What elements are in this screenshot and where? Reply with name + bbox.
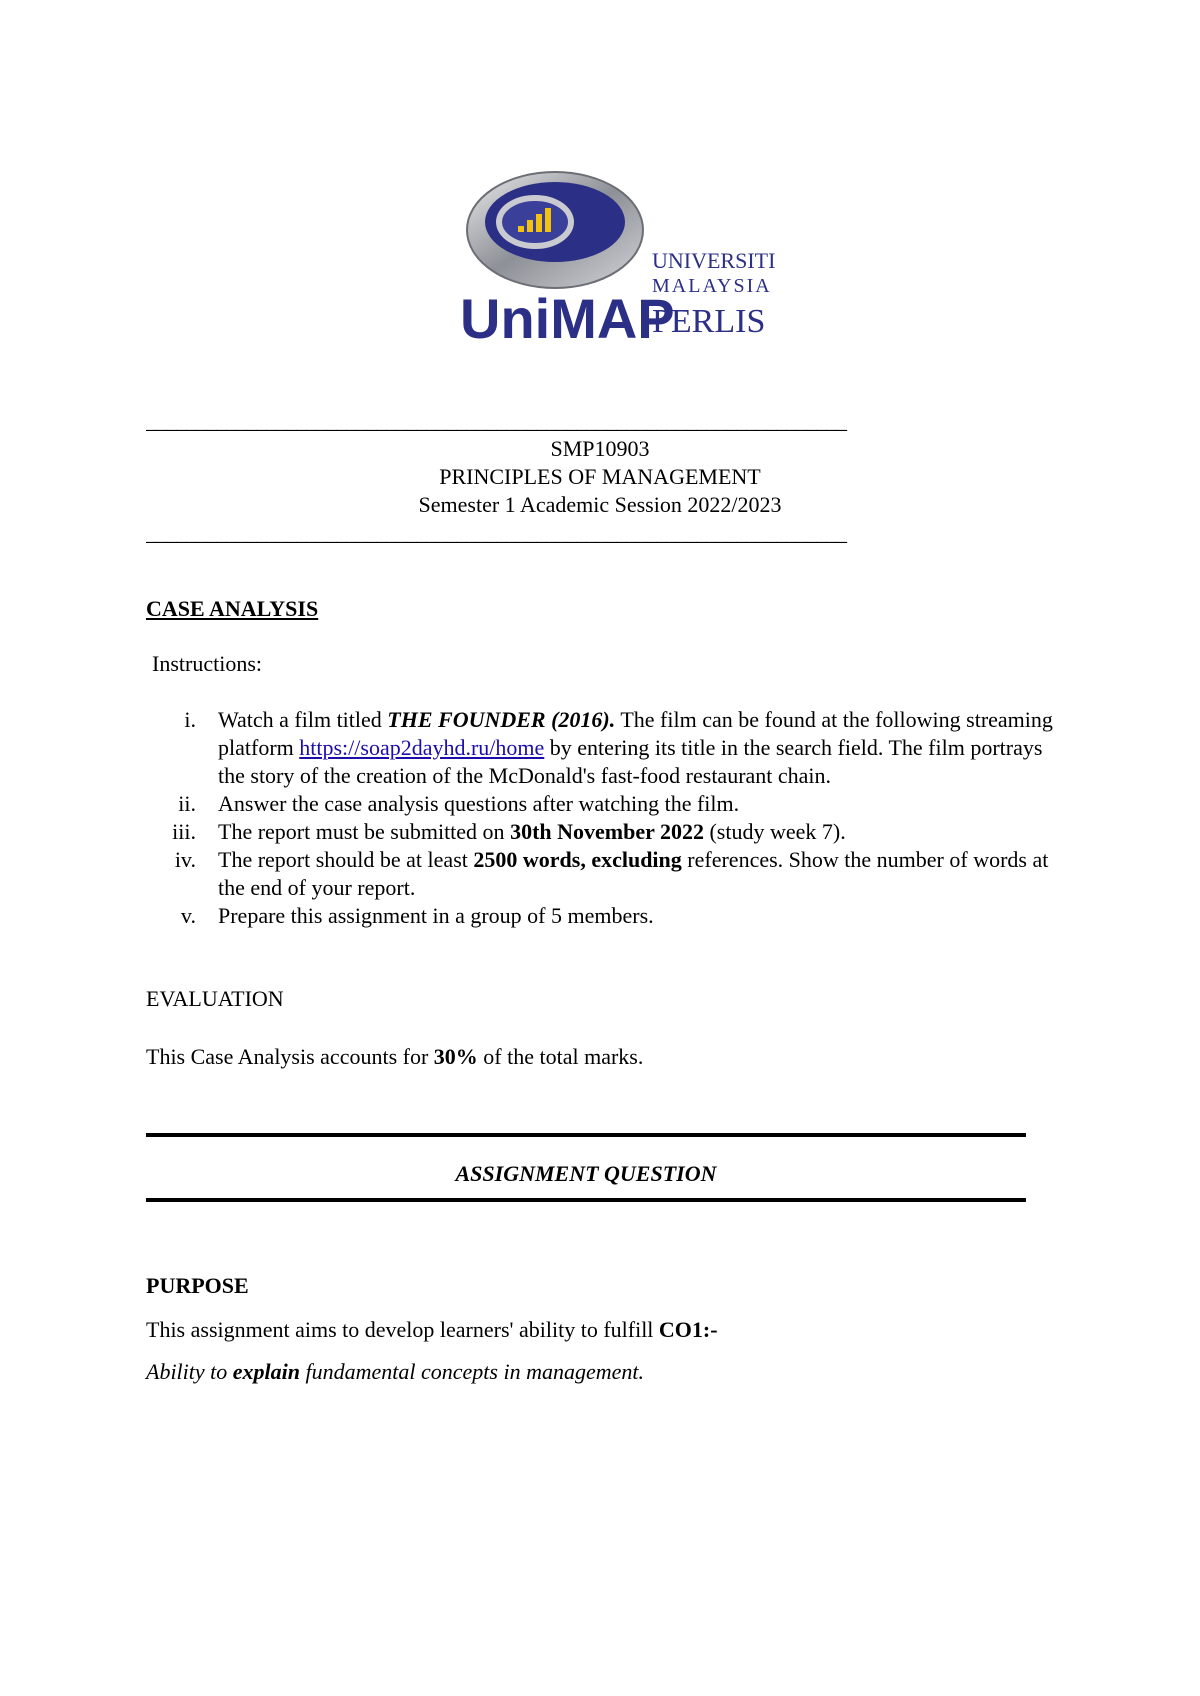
list-item: ii. Answer the case analysis questions after watching the film. <box>178 791 740 816</box>
divider-top <box>146 1133 1026 1137</box>
session: Semester 1 Academic Session 2022/2023 <box>418 492 782 517</box>
co1-label: CO1:- <box>658 1317 718 1342</box>
purpose-ability: Ability to explain fundamental concepts in management. <box>146 1359 644 1384</box>
unimap-logo <box>460 170 800 345</box>
list-item: iii. The report must be submitted on 30th November 2022 (study week 7). <box>172 819 846 844</box>
course-code: SMP10903 <box>550 436 650 461</box>
purpose-text: This assignment aims to develop learners' ability to fulfill CO1:- <box>146 1317 718 1342</box>
logo-perlis: PERLIS <box>652 303 766 340</box>
header-rule-top: ______________________________________________________________________ <box>146 410 846 432</box>
list-item: i. Watch a film titled THE FOUNDER (2016). The film can be found at the following streaming platform https://soap2dayhd.ru/home by entering its title in the search field. The film portrays the story of the creation of the McDonald's fast-food restaurant chain. <box>184 707 1053 788</box>
case-analysis-heading: CASE ANALYSIS <box>146 596 319 621</box>
instructions-list <box>146 706 1066 930</box>
evaluation-percent: 30% <box>433 1044 478 1069</box>
course-name: PRINCIPLES OF MANAGEMENT <box>439 464 761 489</box>
evaluation-text: This Case Analysis accounts for 30% of the total marks. <box>146 1044 644 1069</box>
list-item: v. Prepare this assignment in a group of 5 members. <box>180 903 654 928</box>
logo-universiti: UNIVERSITI <box>652 248 776 273</box>
divider-bottom <box>146 1198 1026 1202</box>
unimap-emblem <box>460 170 800 345</box>
streaming-link[interactable]: https://soap2dayhd.ru/home <box>299 735 545 760</box>
film-title: THE FOUNDER (2016). <box>387 707 616 732</box>
due-date: 30th November 2022 <box>510 819 704 844</box>
instructions-label: Instructions: <box>152 651 262 676</box>
logo-wordmark: UniMAP <box>460 287 675 345</box>
assignment-question-heading: ASSIGNMENT QUESTION <box>455 1161 717 1186</box>
header-rule-bottom: ______________________________________________________________________ <box>146 522 846 544</box>
word-count: 2500 words, excluding <box>473 847 682 872</box>
purpose-heading: PURPOSE <box>146 1273 249 1298</box>
list-item: iv. The report should be at least 2500 words, excluding references. Show the number of words at the end of your report. <box>174 847 1049 900</box>
evaluation-heading: EVALUATION <box>146 986 284 1011</box>
logo-malaysia: MALAYSIA <box>652 275 772 297</box>
